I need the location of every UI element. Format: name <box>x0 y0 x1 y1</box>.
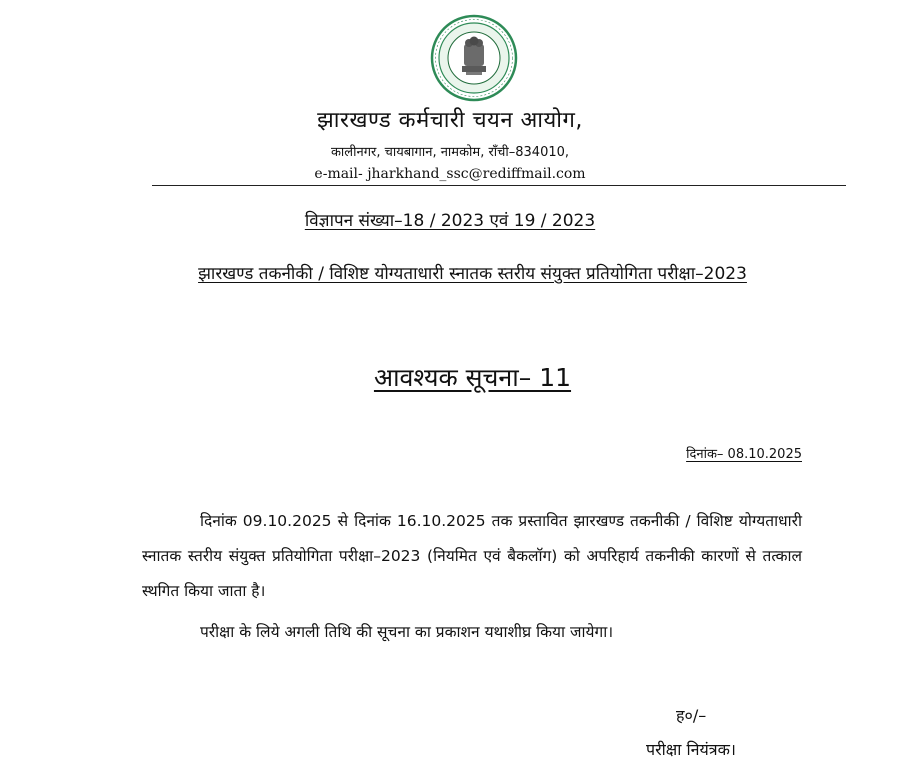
notice-heading: आवश्यक सूचना– 11 <box>373 363 572 392</box>
notice-paragraph-next-date: परीक्षा के लिये अगली तिथि की सूचना का प्रकाशन यथाशीघ्र किया जायेगा। <box>200 623 614 641</box>
organization-name: झारखण्ड कर्मचारी चयन आयोग, <box>317 108 583 133</box>
notice-date: दिनांक– 08.10.2025 <box>686 447 802 462</box>
letterhead-divider <box>152 185 846 186</box>
exam-title: झारखण्ड तकनीकी / विशिष्ट योग्यताधारी स्नातक स्तरीय संयुक्त प्रतियोगिता परीक्षा–2023 <box>198 264 747 284</box>
notice-paragraph-postponement: दिनांक 09.10.2025 से दिनांक 16.10.2025 तक प्रस्तावित झारखण्ड तकनीकी / विशिष्ट योग्यताधारी स्नातक स्तरीय संयुक्त प्रतियोगिता परीक्षा–2023 (नियमित एवं बैकलॉग) को अपरिहार्य तकनीकी कारणों से तत्काल स्थगित किया जाता है। <box>142 512 802 600</box>
advertisement-number: विज्ञापन संख्या–18 / 2023 एवं 19 / 2023 <box>304 211 596 231</box>
organization-email: e-mail- jharkhand_ssc@rediffmail.com <box>314 166 586 182</box>
organization-address: कालीनगर, चायबागान, नामकोम, राँची–834010, <box>330 145 570 160</box>
jharkhand-government-emblem-icon <box>430 14 518 102</box>
signature-mark: ह०/– <box>676 706 707 725</box>
signatory-designation: परीक्षा नियंत्रक। <box>646 740 736 759</box>
